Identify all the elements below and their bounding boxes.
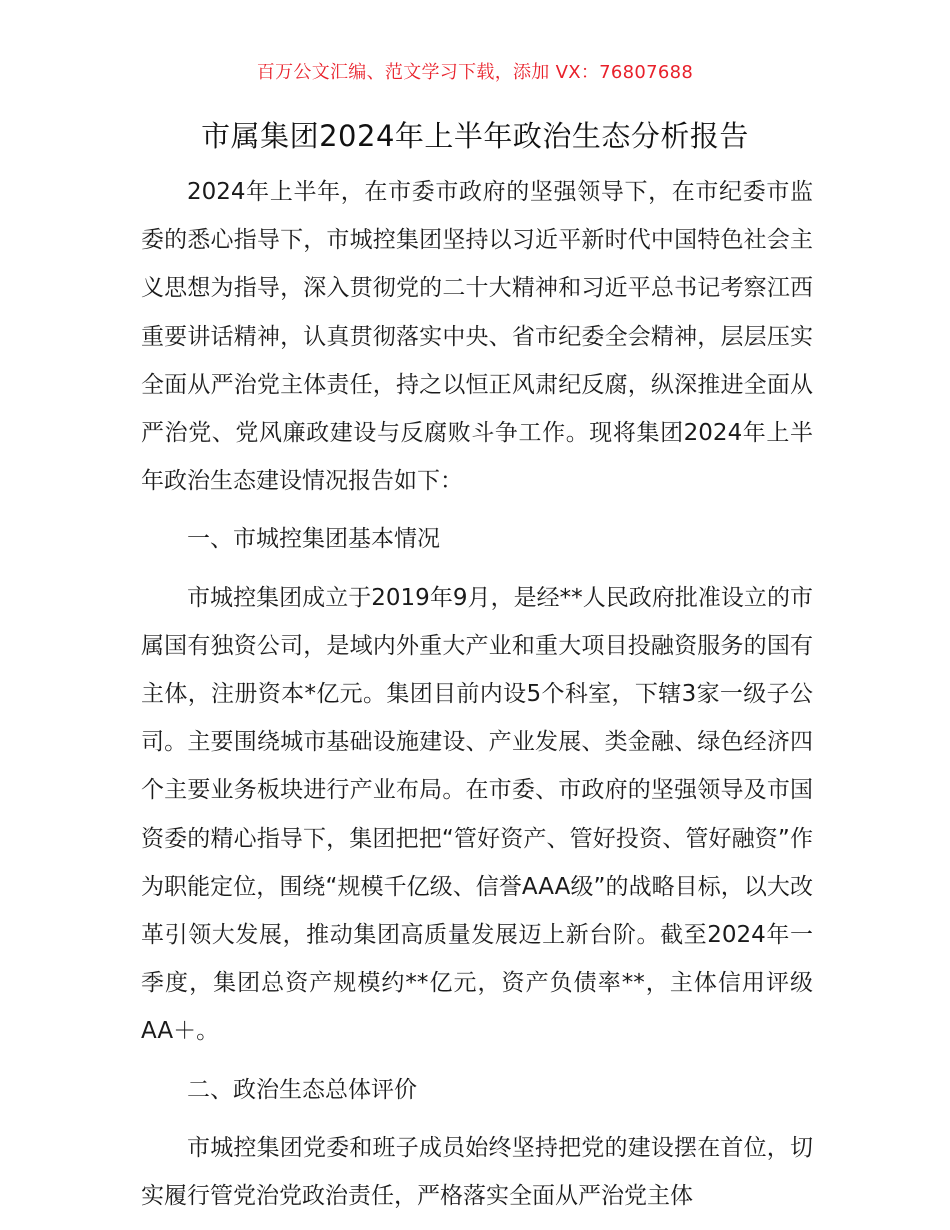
document-body xyxy=(141,168,813,1220)
section-heading-evaluation: 二、政治生态总体评价 xyxy=(187,1076,417,1103)
paragraph-evaluation: 市城控集团党委和班子成员始终坚持把党的建设摆在首位，切实履行管党治党政治责任，严格落实全面从严治党主体 xyxy=(141,1134,813,1210)
paragraph-basic-info: 市城控集团成立于2019年9月，是经**人民政府批准设立的市属国有独资公司，是域内外重大产业和重大项目投融资服务的国有主体，注册资本*亿元。集团目前内设5个科室，下辖3家一级子公司。主要围绕城市基础设施建设、产业发展、类金融、绿色经济四个主要业务板块进行产业布局。在市委、市政府的坚强领导及市国资委的精心指导下，集团把把“管好资产、管好投资、管好融资”作为职能定位，围绕“规模千亿级、信誉AAA级”的战略目标，以大改革引领大发展，推动集团高质量发展迈上新台阶。截至2024年一季度，集团总资产规模约**亿元，资产负债率**，主体信用评级AA＋。 xyxy=(141,584,813,1045)
paragraph-intro: 2024年上半年，在市委市政府的坚强领导下，在市纪委市监委的悉心指导下，市城控集团坚持以习近平新时代中国特色社会主义思想为指导，深入贯彻党的二十大精神和习近平总书记考察江西重要讲话精神，认真贯彻落实中央、省市纪委全会精神，层层压实全面从严治党主体责任，持之以恒正风肃纪反腐，纵深推进全面从严治党、党风廉政建设与反腐败斗争工作。现将集团2024年上半年政治生态建设情况报告如下： xyxy=(141,179,813,495)
section-heading-basic-info: 一、市城控集团基本情况 xyxy=(187,526,440,553)
watermark-text: 百万公文汇编、范文学习下载，添加 VX：76807688 xyxy=(256,62,694,83)
page-title: 市属集团2024年上半年政治生态分析报告 xyxy=(201,119,749,153)
